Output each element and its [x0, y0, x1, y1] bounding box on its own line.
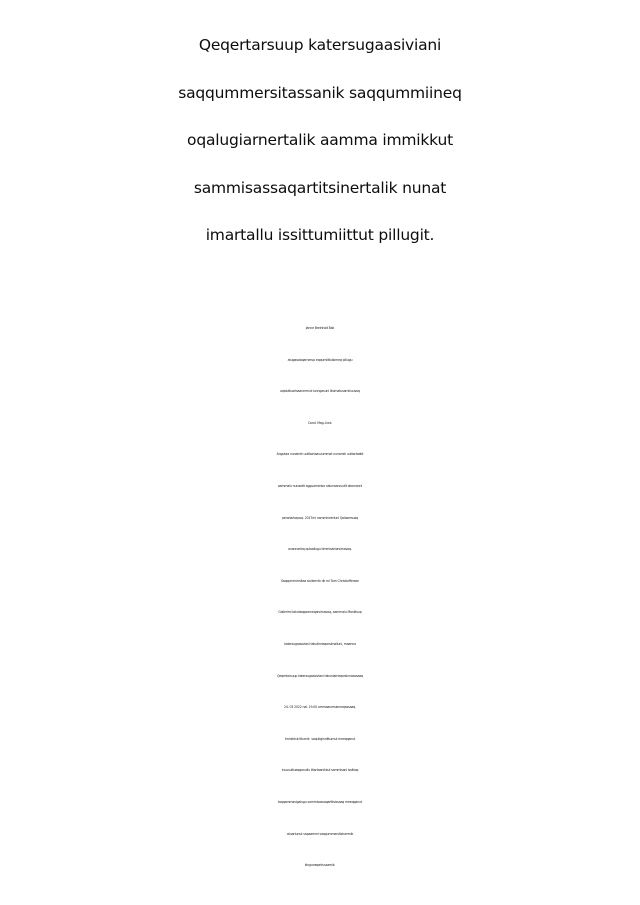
body-line: aammalu nunaatit agguarnerisa nalunaarsuutit akornanni: [277, 483, 363, 488]
body-line: inuusuttuaqqanullu titartaanikkut sammisani issittoq: [281, 768, 359, 773]
title-line: saqqummersitassanik saqqummiineq: [178, 83, 462, 102]
title-line: oqalugiarnertalik aamma immikkut: [187, 131, 453, 149]
title-line: Qeqertarsuup katersugaasiviani: [198, 36, 442, 54]
body-line: kinguneqartussamik.: [304, 863, 336, 868]
body-line: atugassiaqarnerup eqqumiittuliorneq pillugu: [287, 357, 353, 362]
poster-title: [0, 22, 640, 260]
body-line: Qeqertarsuup katersugaasiviani takuniarneqarsinnaassaaq: [277, 673, 363, 678]
body-line: atuartunut sapaammi saqqummersitsinermik: [286, 831, 354, 836]
body-line: peroriartorpoq. 2017mi nammineerluni Qalasersuaq: [281, 515, 359, 520]
body-line: Cand. Mag.-lluni.: [307, 420, 333, 425]
title-line: sammisassaqartitsinertalik nunat: [193, 178, 447, 197]
body-line: katersugaasiviani takutinneqarsimalluni, maanna: [284, 641, 356, 646]
poster-body-text: [0, 313, 640, 882]
body-line: Saqqummersitaa siullermik dk mi Tom Christorffersen: [280, 578, 360, 583]
body-line: Immikkut ittumik soqutiginnittumut meeqqanut: [284, 736, 356, 741]
author-name: Janne Breinholt Bak: [305, 326, 335, 330]
body-line: toqqammavigalugu sammisassaqartitsissaaq meeqqanut: [278, 799, 362, 804]
body-line: Gallerimi takuteqqaarneqarsimavoq, aammalu Maniitsup: [278, 610, 362, 615]
title-line: imartallu issittumiittut pillugit.: [205, 226, 435, 244]
body-line: avannarleq qulaallugu timmisartorsimavoq.: [288, 547, 352, 552]
body-line: 24. 03 2022 nal. 19.00 ammaanersiorneqassaaq.: [284, 705, 356, 710]
body-line: oqaluttuarisaanermut tunngasuni ilisimatusarnikuuvoq: [280, 389, 360, 394]
body-line: Angutaa nunamik uutttortaasuummat nunamik uuttortaatit: [276, 452, 364, 457]
